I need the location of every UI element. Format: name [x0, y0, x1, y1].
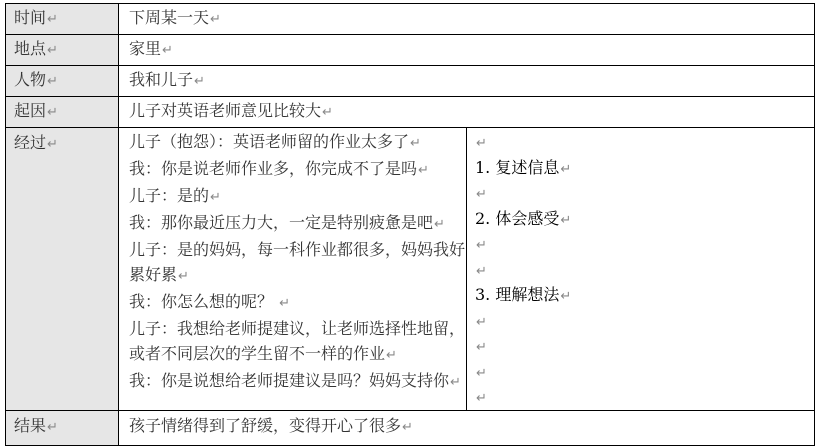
paragraph-mark: ↵ [476, 391, 487, 406]
dialog-line: 儿子：我想给老师提建议，让老师选择性地留， [129, 319, 466, 338]
paragraph-mark: ↵ [47, 105, 58, 120]
value-people: 我和儿子↵ [119, 66, 815, 97]
row-cause [6, 97, 815, 128]
paragraph-mark: ↵ [560, 161, 572, 177]
paragraph-mark: ↵ [47, 137, 58, 152]
empty-paragraph [475, 359, 814, 385]
paragraph-mark: ↵ [210, 190, 221, 205]
paragraph-mark: ↵ [476, 263, 487, 279]
steps-cell [467, 128, 815, 411]
paragraph-mark: ↵ [476, 136, 487, 151]
paragraph-mark: ↵ [476, 314, 487, 330]
row-result [6, 410, 815, 445]
paragraph-mark: ↵ [162, 43, 173, 58]
row-place [6, 35, 815, 66]
label-result: 结果↵ [6, 410, 119, 445]
paragraph-mark: ↵ [410, 136, 421, 151]
event-table [5, 3, 815, 446]
empty-paragraph [475, 333, 814, 359]
dialog-line: 我：那你最近压力大，一定是特别疲惫是吧↵ [129, 213, 445, 232]
dialog-line: 儿子：是的妈妈，每一科作业都很多，妈妈我好 [129, 240, 466, 259]
empty-paragraph [475, 308, 814, 334]
empty-paragraph [475, 231, 814, 257]
paragraph-mark: ↵ [476, 238, 487, 253]
paragraph-mark: ↵ [402, 419, 413, 435]
row-process [6, 128, 815, 411]
paragraph-mark: ↵ [47, 43, 58, 58]
step-feel: 2. 体会感受↵ [475, 208, 572, 228]
dialog-line: 累好累↵ [129, 265, 189, 284]
empty-paragraph [475, 129, 814, 155]
dialog-line: 我：你怎么想的呢？ ↵ [129, 292, 291, 311]
label-time: 时间↵ [6, 4, 119, 35]
paragraph-mark: ↵ [322, 105, 333, 120]
paragraph-mark: ↵ [279, 296, 291, 311]
empty-paragraph [475, 384, 814, 410]
value-place: 家里↵ [119, 35, 815, 66]
paragraph-mark: ↵ [450, 375, 461, 390]
paragraph-mark: ↵ [476, 340, 487, 355]
paragraph-mark: ↵ [560, 212, 572, 228]
row-people [6, 66, 815, 97]
dialog-line: 儿子（抱怨）：英语老师留的作业太多了↵ [129, 132, 421, 151]
paragraph-mark: ↵ [386, 348, 397, 363]
label-people: 人物↵ [6, 66, 119, 97]
dialog-line: 我：你是说想给老师提建议是吗？妈妈支持你↵ [129, 371, 461, 390]
step-restate: 1. 复述信息↵ [475, 157, 572, 177]
paragraph-mark: ↵ [418, 163, 429, 178]
paragraph-mark: ↵ [476, 187, 487, 202]
paragraph-mark: ↵ [178, 269, 189, 284]
label-process: 经过↵ [6, 128, 119, 411]
value-time: 下周某一天↵ [119, 4, 815, 35]
paragraph-mark: ↵ [47, 12, 58, 27]
dialog-line: 儿子：是的↵ [129, 186, 221, 205]
paragraph-mark: ↵ [47, 419, 58, 435]
label-cause: 起因↵ [6, 97, 119, 128]
paragraph-mark: ↵ [434, 217, 445, 232]
paragraph-mark: ↵ [210, 12, 221, 27]
dialog-line: 我：你是说老师作业多，你完成不了是吗↵ [129, 159, 429, 178]
label-place: 地点↵ [6, 35, 119, 66]
paragraph-mark: ↵ [194, 74, 205, 89]
dialog-cell [119, 128, 467, 411]
row-time [6, 4, 815, 35]
paragraph-mark: ↵ [560, 289, 572, 304]
empty-paragraph [475, 180, 814, 206]
value-result: 孩子情绪得到了舒缓，变得开心了很多↵ [119, 410, 815, 445]
paragraph-mark: ↵ [476, 365, 487, 381]
dialog-line: 或者不同层次的学生留不一样的作业↵ [129, 344, 397, 363]
paragraph-mark: ↵ [47, 74, 58, 89]
step-understand: 3. 理解想法↵ [475, 285, 572, 304]
empty-paragraph [475, 257, 814, 283]
value-cause: 儿子对英语老师意见比较大↵ [119, 97, 815, 128]
